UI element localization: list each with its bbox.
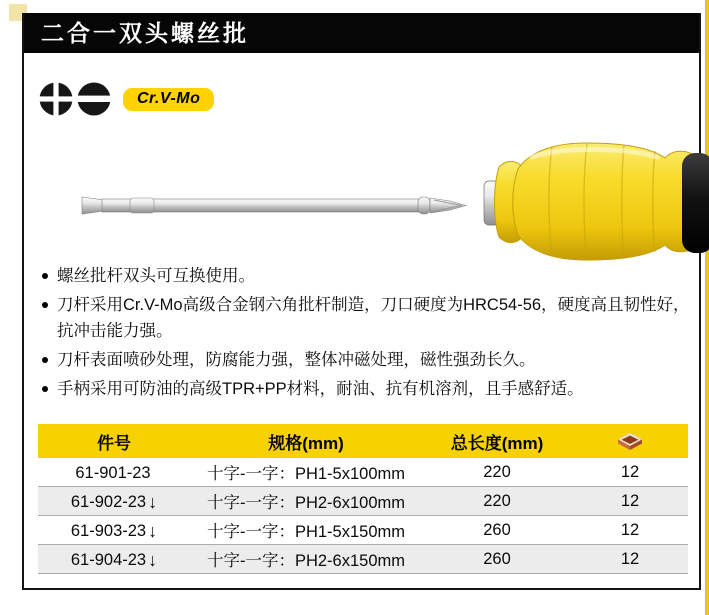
down-arrow: ↓ bbox=[148, 491, 158, 512]
feature-item: 刀杆表面喷砂处理，防腐能力强，整体冲磁处理，磁性强劲长久。 bbox=[40, 347, 692, 373]
feature-list bbox=[40, 263, 692, 405]
table-row bbox=[38, 487, 688, 516]
product-image-screwdriver bbox=[52, 131, 709, 271]
cell-spec: 十字-一字：PH1-5x100mm bbox=[190, 458, 422, 487]
cell-part-number bbox=[38, 458, 190, 487]
phillips-drive-icon bbox=[39, 82, 73, 116]
cell-qty: 12 bbox=[572, 487, 688, 516]
table-row bbox=[38, 516, 688, 545]
header-spec: 规格(mm) bbox=[190, 424, 422, 458]
drive-type-row bbox=[39, 82, 214, 116]
header-total-length: 总长度(mm) bbox=[422, 424, 572, 458]
table-row bbox=[38, 545, 688, 574]
page-edge-stripe bbox=[705, 0, 709, 615]
cell-total-length: 260 bbox=[422, 545, 572, 574]
cell-spec: 十字-一字：PH2-6x100mm bbox=[190, 487, 422, 516]
part-number: 61-903-23 bbox=[70, 521, 147, 540]
part-number: 61-902-23 bbox=[70, 492, 147, 511]
down-arrow: ↓ bbox=[148, 549, 158, 570]
cell-qty: 12 bbox=[572, 516, 688, 545]
slotted-drive-icon bbox=[77, 82, 111, 116]
cell-part-number bbox=[38, 516, 190, 545]
spec-table-header-row bbox=[38, 424, 688, 458]
feature-item: 螺丝批杆双头可互换使用。 bbox=[40, 263, 692, 289]
cell-total-length: 220 bbox=[422, 458, 572, 487]
part-number: 61-901-23 bbox=[75, 463, 151, 482]
cell-qty: 12 bbox=[572, 545, 688, 574]
cell-total-length: 260 bbox=[422, 516, 572, 545]
header-inner-box-qty bbox=[572, 424, 688, 458]
feature-item: 刀杆采用Cr.V-Mo高级合金钢六角批杆制造，刀口硬度为HRC54-56，硬度高且韧性好，抗冲击能力强。 bbox=[40, 292, 692, 344]
cell-part-number bbox=[38, 545, 190, 574]
page-title: 二合一双头螺丝批 bbox=[24, 13, 699, 53]
inner-box-qty-icon bbox=[617, 432, 643, 451]
cell-spec: 十字-一字：PH1-5x150mm bbox=[190, 516, 422, 545]
table-row bbox=[38, 458, 688, 487]
cell-spec: 十字-一字：PH2-6x150mm bbox=[190, 545, 422, 574]
part-number: 61-904-23 bbox=[70, 550, 147, 569]
spec-table bbox=[38, 424, 688, 574]
material-badge: Cr.V-Mo bbox=[123, 88, 214, 111]
cell-total-length: 220 bbox=[422, 487, 572, 516]
content-frame bbox=[22, 13, 701, 590]
down-arrow: ↓ bbox=[148, 520, 158, 541]
cell-qty: 12 bbox=[572, 458, 688, 487]
header-part-number: 件号 bbox=[38, 424, 190, 458]
feature-item: 手柄采用可防油的高级TPR+PP材料，耐油、抗有机溶剂，且手感舒适。 bbox=[40, 376, 692, 402]
cell-part-number bbox=[38, 487, 190, 516]
